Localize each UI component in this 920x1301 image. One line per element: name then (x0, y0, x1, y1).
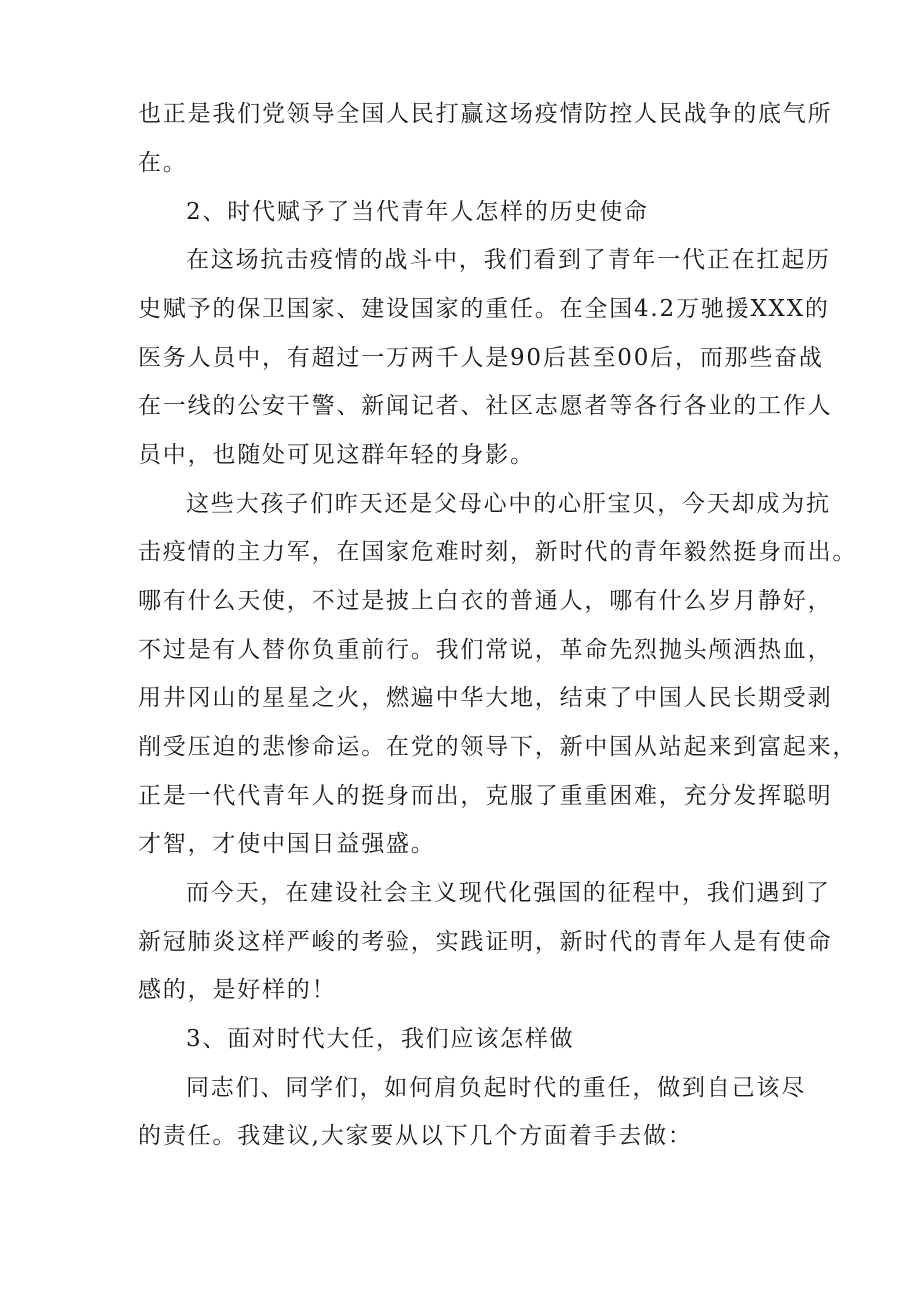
text-line: 在。 (138, 150, 188, 176)
text-line: 在这场抗击疫情的战斗中，我们看到了青年一代正在扛起历 (186, 247, 831, 273)
text-line: 新冠肺炎这样严峻的考验，实践证明，新时代的青年人是有使命 (138, 929, 833, 955)
text-line: 击疫情的主力军，在国家危难时刻，新时代的青年毅然挺身而出。 (138, 539, 858, 565)
section-heading: 2、时代赋予了当代青年人怎样的历史使命 (186, 199, 649, 225)
text-line: 正是一代代青年人的挺身而出，克服了重重困难，充分发挥聪明 (138, 783, 833, 809)
text-line: 才智，才使中国日益强盛。 (138, 831, 436, 857)
text-line: 史赋予的保卫国家、建设国家的重任。在全国4.2万驰援XXX的 (138, 296, 830, 322)
text-line: 同志们、同学们，如何肩负起时代的重任，做到自己该尽 (186, 1075, 806, 1101)
text-line: 不过是有人替你负重前行。我们常说，革命先烈抛头颅洒热血， (138, 637, 833, 663)
text-line: 在一线的公安干警、新闻记者、社区志愿者等各行各业的工作人 (138, 393, 833, 419)
text-line: 的责任。我建议,大家要从以下几个方面着手去做： (138, 1123, 693, 1149)
section-heading: 3、面对时代大任，我们应该怎样做 (186, 1026, 575, 1052)
text-line: 医务人员中，有超过一万两千人是90后甚至00后，而那些奋战 (138, 345, 824, 371)
text-line: 而今天，在建设社会主义现代化强国的征程中，我们遇到了 (186, 880, 831, 906)
text-line: 感的，是好样的！ (138, 977, 337, 1003)
text-line: 员中，也随处可见这群年轻的身影。 (138, 442, 535, 468)
text-line: 这些大孩子们昨天还是父母心中的心肝宝贝，今天却成为抗 (186, 491, 831, 517)
text-line: 也正是我们党领导全国人民打赢这场疫情防控人民战争的底气所 (138, 101, 833, 127)
text-line: 用井冈山的星星之火，燃遍中华大地，结束了中国人民长期受剥 (138, 685, 833, 711)
text-line: 削受压迫的悲惨命运。在党的领导下，新中国从站起来到富起来， (138, 734, 858, 760)
text-line: 哪有什么天使，不过是披上白衣的普通人，哪有什么岁月静好， (138, 588, 833, 614)
